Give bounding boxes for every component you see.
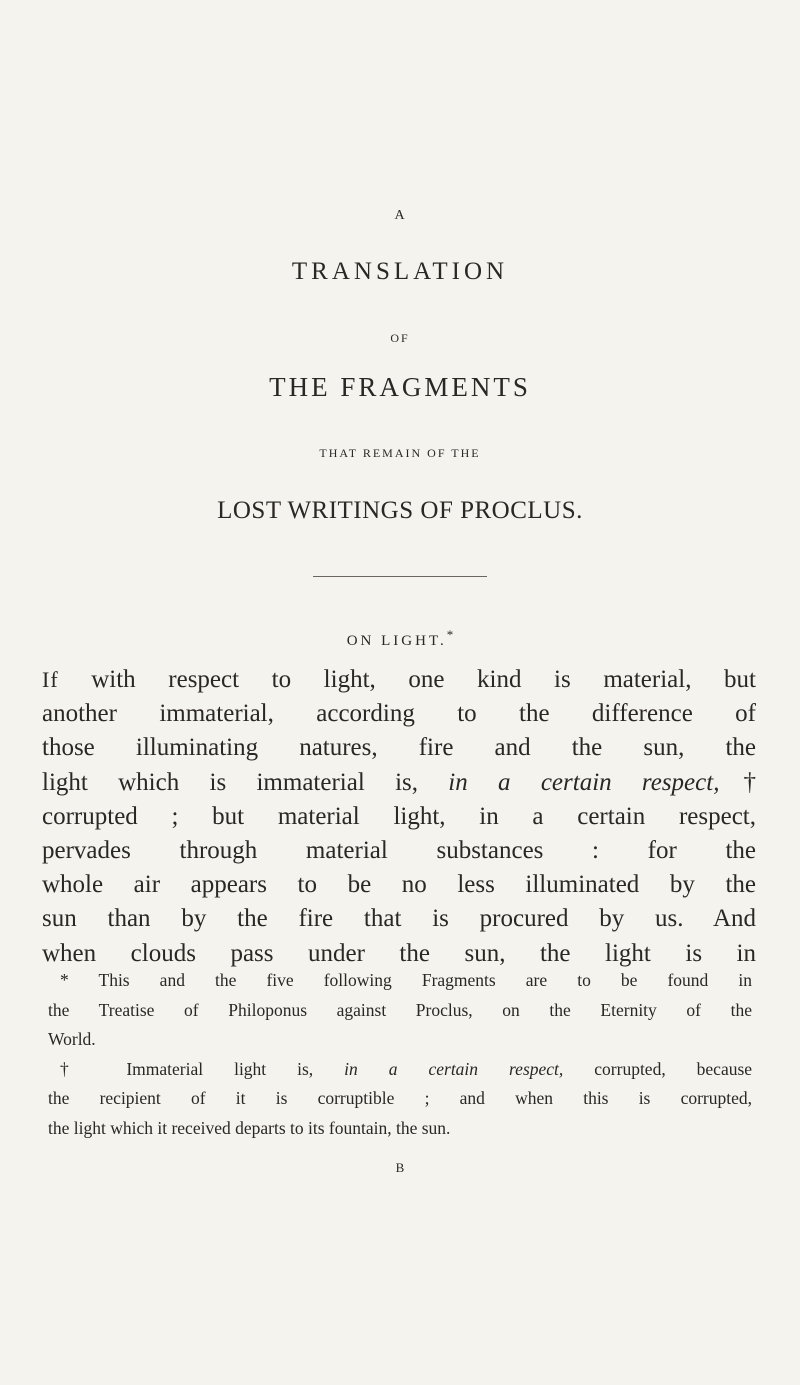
body-line-text: light which is immaterial is, bbox=[42, 768, 418, 796]
title-article: A bbox=[394, 208, 406, 223]
footnote-line: the recipient of it is corruptible ; and when this is corrupted, bbox=[48, 1088, 752, 1109]
title-that-remain: THAT REMAIN OF THE bbox=[319, 446, 481, 460]
footnote-text: This and the five following Fragments are to be found in bbox=[98, 970, 752, 990]
footnote-line: the Treatise of Philoponus against Proclus, on the Eternity of the bbox=[48, 999, 752, 1020]
divider-rule bbox=[313, 576, 487, 577]
body-line-text: with respect to light, one kind is material, but bbox=[58, 666, 756, 693]
body-italic: in a certain respect, bbox=[448, 768, 720, 796]
footnote-star: * bbox=[60, 970, 69, 990]
body-line: those illuminating natures, fire and the sun, the bbox=[42, 734, 756, 762]
footnote-line bbox=[48, 966, 752, 996]
body-line: when clouds pass under the sun, the light is in bbox=[42, 939, 756, 967]
body-line: corrupted ; but material light, in a certain respect, bbox=[42, 802, 756, 830]
body-line: pervades through material substances : for the bbox=[42, 837, 756, 865]
body-line: whole air appears to be no less illuminated by the bbox=[42, 871, 756, 899]
footnote-line: the light which it received departs to its fountain, the sun. bbox=[48, 1117, 451, 1138]
footnotes bbox=[48, 966, 752, 1144]
footnote-marker-star: * bbox=[446, 627, 454, 642]
dropcap: If bbox=[42, 667, 59, 692]
footnote-text: Immaterial light is, bbox=[126, 1058, 314, 1079]
body-line bbox=[42, 766, 756, 800]
footnote-marker-dagger: † bbox=[719, 768, 756, 796]
footnote-italic: in a certain respect, bbox=[344, 1058, 564, 1079]
title-translation: TRANSLATION bbox=[291, 258, 509, 285]
title-of: OF bbox=[390, 331, 410, 345]
section-heading-text: ON LIGHT. bbox=[346, 633, 447, 649]
body-text bbox=[42, 663, 756, 971]
footnote-line bbox=[48, 1055, 752, 1085]
body-line: another immaterial, according to the difference of bbox=[42, 700, 756, 728]
signature-mark: B bbox=[395, 1160, 405, 1175]
body-line bbox=[42, 663, 756, 697]
title-lost-writings: LOST WRITINGS OF PROCLUS. bbox=[217, 497, 583, 524]
footnote-text: corrupted, because bbox=[594, 1058, 753, 1079]
title-fragments: THE FRAGMENTS bbox=[269, 372, 531, 402]
footnote-dagger: † bbox=[60, 1058, 96, 1079]
section-heading bbox=[0, 627, 800, 650]
footnote-line: World. bbox=[48, 1029, 96, 1050]
body-line: sun than by the fire that is procured by us. And bbox=[42, 905, 756, 933]
